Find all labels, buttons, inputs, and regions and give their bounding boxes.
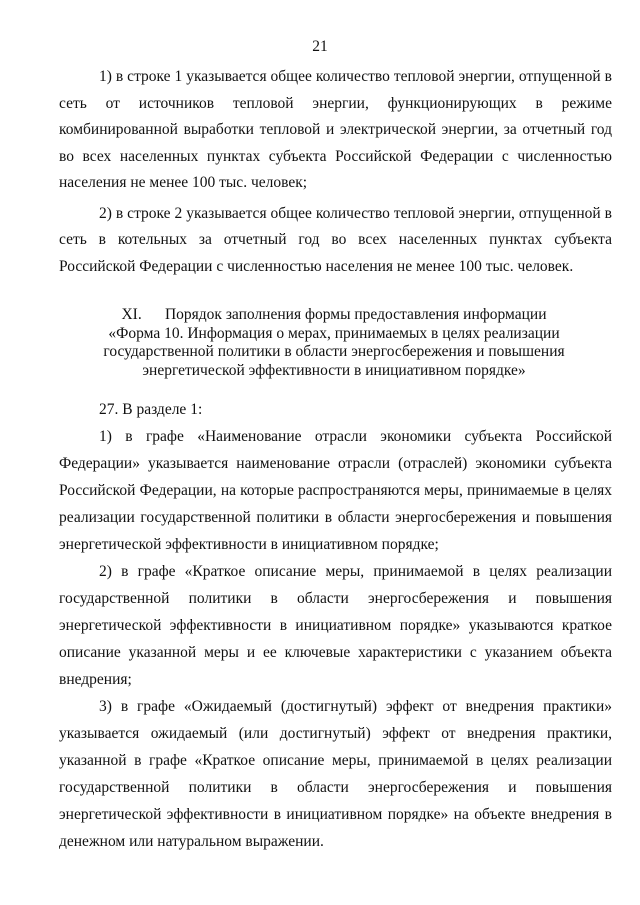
item-27-sub-1: 1) в графе «Наименование отрасли экономики субъекта Российской Федерации» указывается наименование отрасли (отраслей) экономики субъекта Российской Федерации, на которые распространяются меры, принимаемые в целях реализации государственной политики в области энергосбережения и повышения энергетической эффективности в инициативном порядке; <box>59 428 612 553</box>
item-27-sub-2: 2) в графе «Краткое описание меры, принимаемой в целях реализации государственной политики в области энергосбережения и повышения энергетической эффективности в инициативном порядке» указываются краткое описание указанной меры и ее ключевые характеристики с указанием объекта внедрения; <box>59 563 612 688</box>
section-heading <box>74 306 594 380</box>
item-27-intro: 27. В разделе 1: <box>99 401 203 418</box>
section-heading-line-4: энергетической эффективности в инициативном порядке» <box>142 361 526 379</box>
section-heading-line-2: «Форма 10. Информация о мерах, принимаемых в целях реализации <box>108 324 560 342</box>
paragraph-group-rows <box>59 64 612 280</box>
page-number: 21 <box>312 38 328 55</box>
section-heading-line-1: XI. Порядок заполнения формы предоставления информации <box>121 306 547 323</box>
section-heading-line-3: государственной политики в области энергосбережения и повышения <box>103 343 565 360</box>
item-27-sub-3: 3) в графе «Ожидаемый (достигнутый) эффект от внедрения практики» указывается ожидаемый (или достигнутый) эффект от внедрения практики, указанной в графе «Краткое описание меры, принимаемой в целях реализации государственной политики в области энергосбережения и повышения энергетической эффективности в инициативном порядке» на объекте внедрения в денежном или натуральном выражении. <box>59 698 612 850</box>
paragraph-group-section-1 <box>59 396 612 855</box>
paragraph-row-2: 2) в строке 2 указывается общее количество тепловой энергии, отпущенной в сеть в котельных за отчетный год во всех населенных пунктах субъекта Российской Федерации с численностью населения не менее 100 тыс. человек. <box>59 204 612 275</box>
paragraph-row-1: 1) в строке 1 указывается общее количество тепловой энергии, отпущенной в сеть от источников тепловой энергии, функционирующих в режиме комбинированной выработки тепловой и электрической энергии, за отчетный год во всех населенных пунктах субъекта Российской Федерации с численностью населения не менее 100 тыс. человек; <box>59 68 612 191</box>
